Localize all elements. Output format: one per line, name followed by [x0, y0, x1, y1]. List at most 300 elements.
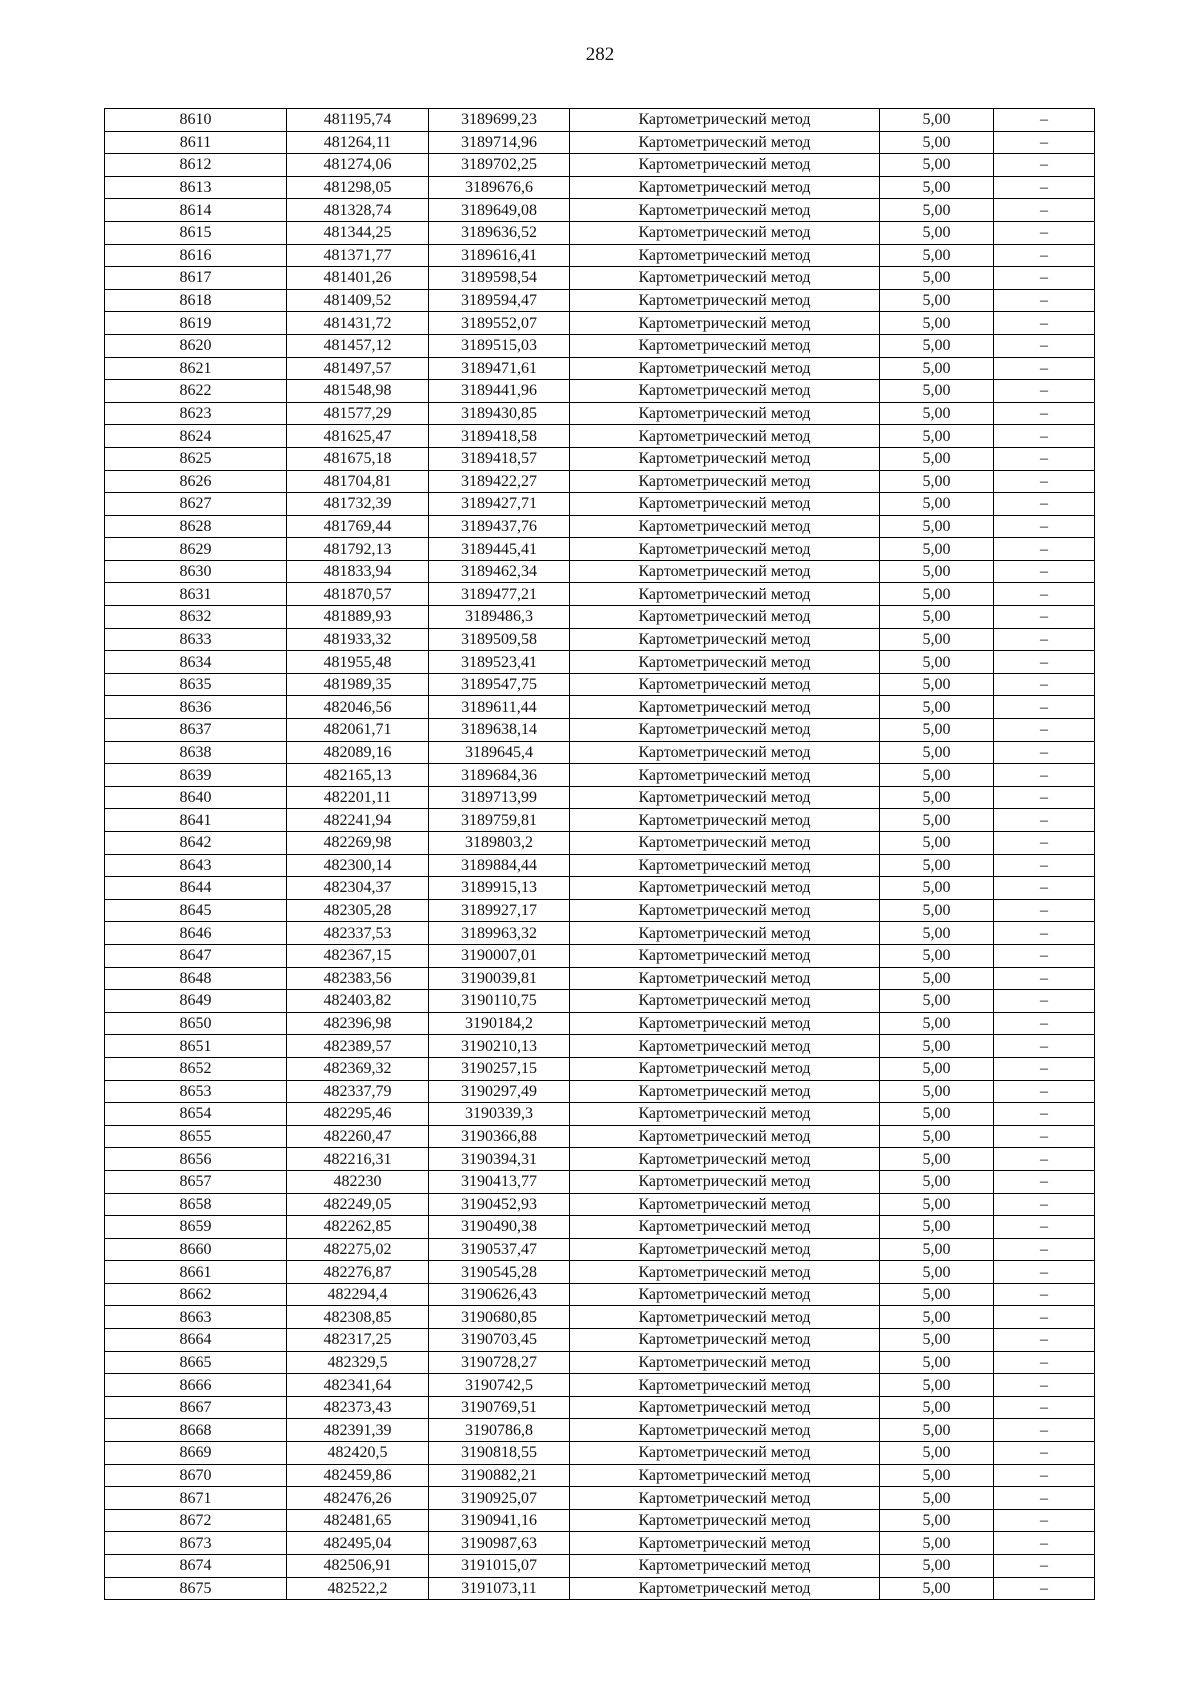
- x-coordinate-cell: 482269,98: [287, 832, 429, 855]
- accuracy-cell: 5,00: [880, 719, 994, 742]
- table-row: [105, 1329, 1095, 1352]
- point-number-cell: 8656: [105, 1148, 287, 1171]
- description-cell: –: [994, 1442, 1095, 1465]
- x-coordinate-cell: 481274,06: [287, 154, 429, 177]
- description-cell: –: [994, 990, 1095, 1013]
- method-cell: Картометрический метод: [570, 606, 880, 629]
- accuracy-cell: 5,00: [880, 1351, 994, 1374]
- table-row: [105, 719, 1095, 742]
- x-coordinate-cell: 482506,91: [287, 1555, 429, 1578]
- table-row: [105, 312, 1095, 335]
- description-cell: –: [994, 493, 1095, 516]
- y-coordinate-cell: 3189649,08: [429, 199, 570, 222]
- x-coordinate-cell: 481625,47: [287, 425, 429, 448]
- x-coordinate-cell: 482305,28: [287, 899, 429, 922]
- point-number-cell: 8655: [105, 1125, 287, 1148]
- accuracy-cell: 5,00: [880, 877, 994, 900]
- x-coordinate-cell: 482369,32: [287, 1057, 429, 1080]
- description-cell: –: [994, 1193, 1095, 1216]
- method-cell: Картометрический метод: [570, 764, 880, 787]
- accuracy-cell: 5,00: [880, 809, 994, 832]
- x-coordinate-cell: 482216,31: [287, 1148, 429, 1171]
- point-number-cell: 8644: [105, 877, 287, 900]
- x-coordinate-cell: 482294,4: [287, 1283, 429, 1306]
- y-coordinate-cell: 3189759,81: [429, 809, 570, 832]
- description-cell: –: [994, 1396, 1095, 1419]
- accuracy-cell: 5,00: [880, 1080, 994, 1103]
- table-row: [105, 1532, 1095, 1555]
- y-coordinate-cell: 3189441,96: [429, 380, 570, 403]
- accuracy-cell: 5,00: [880, 176, 994, 199]
- description-cell: –: [994, 267, 1095, 290]
- point-number-cell: 8664: [105, 1329, 287, 1352]
- x-coordinate-cell: 481989,35: [287, 673, 429, 696]
- point-number-cell: 8612: [105, 154, 287, 177]
- method-cell: Картометрический метод: [570, 854, 880, 877]
- method-cell: Картометрический метод: [570, 312, 880, 335]
- x-coordinate-cell: 481704,81: [287, 470, 429, 493]
- description-cell: –: [994, 560, 1095, 583]
- x-coordinate-cell: 481328,74: [287, 199, 429, 222]
- method-cell: Картометрический метод: [570, 447, 880, 470]
- y-coordinate-cell: 3189803,2: [429, 832, 570, 855]
- x-coordinate-cell: 482391,39: [287, 1419, 429, 1442]
- method-cell: Картометрический метод: [570, 199, 880, 222]
- point-number-cell: 8657: [105, 1170, 287, 1193]
- x-coordinate-cell: 481675,18: [287, 447, 429, 470]
- y-coordinate-cell: 3190769,51: [429, 1396, 570, 1419]
- description-cell: –: [994, 1012, 1095, 1035]
- method-cell: Картометрический метод: [570, 1012, 880, 1035]
- y-coordinate-cell: 3189713,99: [429, 786, 570, 809]
- table-row: [105, 1012, 1095, 1035]
- point-number-cell: 8634: [105, 651, 287, 674]
- point-number-cell: 8639: [105, 764, 287, 787]
- x-coordinate-cell: 481548,98: [287, 380, 429, 403]
- method-cell: Картометрический метод: [570, 1103, 880, 1126]
- table-row: [105, 267, 1095, 290]
- method-cell: Картометрический метод: [570, 967, 880, 990]
- description-cell: –: [994, 583, 1095, 606]
- description-cell: –: [994, 1238, 1095, 1261]
- accuracy-cell: 5,00: [880, 1532, 994, 1555]
- point-number-cell: 8637: [105, 719, 287, 742]
- method-cell: Картометрический метод: [570, 1306, 880, 1329]
- table-row: [105, 154, 1095, 177]
- point-number-cell: 8653: [105, 1080, 287, 1103]
- method-cell: Картометрический метод: [570, 1193, 880, 1216]
- y-coordinate-cell: 3190786,8: [429, 1419, 570, 1442]
- accuracy-cell: 5,00: [880, 1577, 994, 1600]
- description-cell: –: [994, 1080, 1095, 1103]
- point-number-cell: 8617: [105, 267, 287, 290]
- y-coordinate-cell: 3190925,07: [429, 1487, 570, 1510]
- description-cell: –: [994, 854, 1095, 877]
- x-coordinate-cell: 482295,46: [287, 1103, 429, 1126]
- accuracy-cell: 5,00: [880, 651, 994, 674]
- table-row: [105, 357, 1095, 380]
- method-cell: Картометрический метод: [570, 651, 880, 674]
- point-number-cell: 8659: [105, 1216, 287, 1239]
- point-number-cell: 8654: [105, 1103, 287, 1126]
- accuracy-cell: 5,00: [880, 380, 994, 403]
- method-cell: Картометрический метод: [570, 380, 880, 403]
- y-coordinate-cell: 3189676,6: [429, 176, 570, 199]
- point-number-cell: 8672: [105, 1509, 287, 1532]
- description-cell: –: [994, 1374, 1095, 1397]
- table-row: [105, 176, 1095, 199]
- description-cell: –: [994, 1103, 1095, 1126]
- accuracy-cell: 5,00: [880, 899, 994, 922]
- y-coordinate-cell: 3190413,77: [429, 1170, 570, 1193]
- table-row: [105, 131, 1095, 154]
- table-row: [105, 809, 1095, 832]
- table-row: [105, 990, 1095, 1013]
- description-cell: –: [994, 1148, 1095, 1171]
- table-row: [105, 1509, 1095, 1532]
- accuracy-cell: 5,00: [880, 493, 994, 516]
- table-row: [105, 538, 1095, 561]
- x-coordinate-cell: 482481,65: [287, 1509, 429, 1532]
- page-number: 282: [585, 44, 615, 65]
- y-coordinate-cell: 3189594,47: [429, 289, 570, 312]
- point-number-cell: 8674: [105, 1555, 287, 1578]
- description-cell: –: [994, 628, 1095, 651]
- y-coordinate-cell: 3190742,5: [429, 1374, 570, 1397]
- x-coordinate-cell: 481298,05: [287, 176, 429, 199]
- description-cell: –: [994, 741, 1095, 764]
- description-cell: –: [994, 809, 1095, 832]
- description-cell: –: [994, 1170, 1095, 1193]
- method-cell: Картометрический метод: [570, 1238, 880, 1261]
- y-coordinate-cell: 3189598,54: [429, 267, 570, 290]
- method-cell: Картометрический метод: [570, 1057, 880, 1080]
- description-cell: –: [994, 696, 1095, 719]
- method-cell: Картометрический метод: [570, 425, 880, 448]
- y-coordinate-cell: 3190490,38: [429, 1216, 570, 1239]
- table-row: [105, 1238, 1095, 1261]
- description-cell: –: [994, 109, 1095, 132]
- accuracy-cell: 5,00: [880, 334, 994, 357]
- x-coordinate-cell: 482495,04: [287, 1532, 429, 1555]
- x-coordinate-cell: 482276,87: [287, 1261, 429, 1284]
- description-cell: –: [994, 131, 1095, 154]
- method-cell: Картометрический метод: [570, 877, 880, 900]
- method-cell: Картометрический метод: [570, 560, 880, 583]
- y-coordinate-cell: 3189547,75: [429, 673, 570, 696]
- description-cell: –: [994, 425, 1095, 448]
- table-row: [105, 289, 1095, 312]
- table-row: [105, 854, 1095, 877]
- table-row: [105, 1125, 1095, 1148]
- method-cell: Картометрический метод: [570, 1555, 880, 1578]
- table-row: [105, 380, 1095, 403]
- table-row: [105, 1283, 1095, 1306]
- point-number-cell: 8640: [105, 786, 287, 809]
- table-row: [105, 1216, 1095, 1239]
- description-cell: –: [994, 922, 1095, 945]
- accuracy-cell: 5,00: [880, 1148, 994, 1171]
- method-cell: Картометрический метод: [570, 1170, 880, 1193]
- x-coordinate-cell: 481870,57: [287, 583, 429, 606]
- y-coordinate-cell: 3190703,45: [429, 1329, 570, 1352]
- y-coordinate-cell: 3190257,15: [429, 1057, 570, 1080]
- accuracy-cell: 5,00: [880, 1487, 994, 1510]
- table-row: [105, 560, 1095, 583]
- method-cell: Картометрический метод: [570, 402, 880, 425]
- method-cell: Картометрический метод: [570, 809, 880, 832]
- y-coordinate-cell: 3189471,61: [429, 357, 570, 380]
- x-coordinate-cell: 482341,64: [287, 1374, 429, 1397]
- accuracy-cell: 5,00: [880, 1419, 994, 1442]
- method-cell: Картометрический метод: [570, 944, 880, 967]
- table-row: [105, 696, 1095, 719]
- description-cell: –: [994, 199, 1095, 222]
- y-coordinate-cell: 3189418,58: [429, 425, 570, 448]
- method-cell: Картометрический метод: [570, 583, 880, 606]
- x-coordinate-cell: 482389,57: [287, 1035, 429, 1058]
- point-number-cell: 8615: [105, 221, 287, 244]
- point-number-cell: 8628: [105, 515, 287, 538]
- table-row: [105, 1419, 1095, 1442]
- table-row: [105, 1306, 1095, 1329]
- table-row: [105, 944, 1095, 967]
- table-row: [105, 1261, 1095, 1284]
- method-cell: Картометрический метод: [570, 357, 880, 380]
- y-coordinate-cell: 3190339,3: [429, 1103, 570, 1126]
- accuracy-cell: 5,00: [880, 944, 994, 967]
- accuracy-cell: 5,00: [880, 1170, 994, 1193]
- description-cell: –: [994, 1306, 1095, 1329]
- coordinates-table: [104, 108, 1095, 1600]
- accuracy-cell: 5,00: [880, 154, 994, 177]
- x-coordinate-cell: 482337,79: [287, 1080, 429, 1103]
- method-cell: Картометрический метод: [570, 673, 880, 696]
- y-coordinate-cell: 3189963,32: [429, 922, 570, 945]
- y-coordinate-cell: 3190680,85: [429, 1306, 570, 1329]
- table-row: [105, 1057, 1095, 1080]
- table-row: [105, 334, 1095, 357]
- y-coordinate-cell: 3190366,88: [429, 1125, 570, 1148]
- x-coordinate-cell: 481732,39: [287, 493, 429, 516]
- accuracy-cell: 5,00: [880, 1374, 994, 1397]
- x-coordinate-cell: 481371,77: [287, 244, 429, 267]
- point-number-cell: 8638: [105, 741, 287, 764]
- accuracy-cell: 5,00: [880, 1057, 994, 1080]
- method-cell: Картометрический метод: [570, 470, 880, 493]
- x-coordinate-cell: 482165,13: [287, 764, 429, 787]
- y-coordinate-cell: 3189552,07: [429, 312, 570, 335]
- point-number-cell: 8632: [105, 606, 287, 629]
- point-number-cell: 8623: [105, 402, 287, 425]
- point-number-cell: 8651: [105, 1035, 287, 1058]
- table-row: [105, 425, 1095, 448]
- point-number-cell: 8630: [105, 560, 287, 583]
- table-row: [105, 606, 1095, 629]
- method-cell: Картометрический метод: [570, 1261, 880, 1284]
- table-row: [105, 673, 1095, 696]
- y-coordinate-cell: 3190110,75: [429, 990, 570, 1013]
- table-row: [105, 493, 1095, 516]
- accuracy-cell: 5,00: [880, 786, 994, 809]
- method-cell: Картометрический метод: [570, 1487, 880, 1510]
- table-row: [105, 741, 1095, 764]
- y-coordinate-cell: 3189616,41: [429, 244, 570, 267]
- y-coordinate-cell: 3189462,34: [429, 560, 570, 583]
- table-row: [105, 1193, 1095, 1216]
- table-row: [105, 651, 1095, 674]
- description-cell: –: [994, 1216, 1095, 1239]
- method-cell: Картометрический метод: [570, 719, 880, 742]
- method-cell: Картометрический метод: [570, 1351, 880, 1374]
- description-cell: –: [994, 1261, 1095, 1284]
- method-cell: Картометрический метод: [570, 289, 880, 312]
- y-coordinate-cell: 3190941,16: [429, 1509, 570, 1532]
- y-coordinate-cell: 3189915,13: [429, 877, 570, 900]
- point-number-cell: 8636: [105, 696, 287, 719]
- y-coordinate-cell: 3189884,44: [429, 854, 570, 877]
- table-body: [105, 109, 1095, 1600]
- description-cell: –: [994, 221, 1095, 244]
- accuracy-cell: 5,00: [880, 1442, 994, 1465]
- x-coordinate-cell: 481409,52: [287, 289, 429, 312]
- point-number-cell: 8661: [105, 1261, 287, 1284]
- method-cell: Картометрический метод: [570, 1080, 880, 1103]
- x-coordinate-cell: 481955,48: [287, 651, 429, 674]
- method-cell: Картометрический метод: [570, 741, 880, 764]
- x-coordinate-cell: 482201,11: [287, 786, 429, 809]
- y-coordinate-cell: 3190728,27: [429, 1351, 570, 1374]
- method-cell: Картометрический метод: [570, 1216, 880, 1239]
- accuracy-cell: 5,00: [880, 1329, 994, 1352]
- accuracy-cell: 5,00: [880, 832, 994, 855]
- description-cell: –: [994, 402, 1095, 425]
- method-cell: Картометрический метод: [570, 1329, 880, 1352]
- point-number-cell: 8663: [105, 1306, 287, 1329]
- x-coordinate-cell: 481889,93: [287, 606, 429, 629]
- accuracy-cell: 5,00: [880, 696, 994, 719]
- x-coordinate-cell: 481195,74: [287, 109, 429, 132]
- point-number-cell: 8610: [105, 109, 287, 132]
- description-cell: –: [994, 899, 1095, 922]
- accuracy-cell: 5,00: [880, 221, 994, 244]
- table-row: [105, 1080, 1095, 1103]
- description-cell: –: [994, 1555, 1095, 1578]
- y-coordinate-cell: 3190452,93: [429, 1193, 570, 1216]
- description-cell: –: [994, 1125, 1095, 1148]
- point-number-cell: 8643: [105, 854, 287, 877]
- accuracy-cell: 5,00: [880, 1555, 994, 1578]
- accuracy-cell: 5,00: [880, 1238, 994, 1261]
- y-coordinate-cell: 3189486,3: [429, 606, 570, 629]
- point-number-cell: 8635: [105, 673, 287, 696]
- point-number-cell: 8647: [105, 944, 287, 967]
- method-cell: Картометрический метод: [570, 1509, 880, 1532]
- table-row: [105, 109, 1095, 132]
- description-cell: –: [994, 380, 1095, 403]
- y-coordinate-cell: 3189523,41: [429, 651, 570, 674]
- accuracy-cell: 5,00: [880, 357, 994, 380]
- description-cell: –: [994, 877, 1095, 900]
- description-cell: –: [994, 447, 1095, 470]
- x-coordinate-cell: 482522,2: [287, 1577, 429, 1600]
- accuracy-cell: 5,00: [880, 312, 994, 335]
- point-number-cell: 8629: [105, 538, 287, 561]
- accuracy-cell: 5,00: [880, 447, 994, 470]
- table-row: [105, 786, 1095, 809]
- accuracy-cell: 5,00: [880, 425, 994, 448]
- point-number-cell: 8619: [105, 312, 287, 335]
- x-coordinate-cell: 482373,43: [287, 1396, 429, 1419]
- y-coordinate-cell: 3190394,31: [429, 1148, 570, 1171]
- y-coordinate-cell: 3191015,07: [429, 1555, 570, 1578]
- point-number-cell: 8673: [105, 1532, 287, 1555]
- table-row: [105, 1442, 1095, 1465]
- description-cell: –: [994, 176, 1095, 199]
- table-row: [105, 877, 1095, 900]
- point-number-cell: 8671: [105, 1487, 287, 1510]
- y-coordinate-cell: 3189927,17: [429, 899, 570, 922]
- x-coordinate-cell: 482396,98: [287, 1012, 429, 1035]
- accuracy-cell: 5,00: [880, 922, 994, 945]
- accuracy-cell: 5,00: [880, 402, 994, 425]
- table-row: [105, 1035, 1095, 1058]
- method-cell: Картометрический метод: [570, 990, 880, 1013]
- description-cell: –: [994, 470, 1095, 493]
- point-number-cell: 8631: [105, 583, 287, 606]
- x-coordinate-cell: 482459,86: [287, 1464, 429, 1487]
- y-coordinate-cell: 3190210,13: [429, 1035, 570, 1058]
- method-cell: Картометрический метод: [570, 1577, 880, 1600]
- y-coordinate-cell: 3189699,23: [429, 109, 570, 132]
- method-cell: Картометрический метод: [570, 1464, 880, 1487]
- description-cell: –: [994, 1351, 1095, 1374]
- description-cell: –: [994, 312, 1095, 335]
- description-cell: –: [994, 289, 1095, 312]
- method-cell: Картометрический метод: [570, 515, 880, 538]
- point-number-cell: 8669: [105, 1442, 287, 1465]
- y-coordinate-cell: 3189509,58: [429, 628, 570, 651]
- point-number-cell: 8641: [105, 809, 287, 832]
- y-coordinate-cell: 3189645,4: [429, 741, 570, 764]
- accuracy-cell: 5,00: [880, 741, 994, 764]
- method-cell: Картометрический метод: [570, 786, 880, 809]
- y-coordinate-cell: 3189418,57: [429, 447, 570, 470]
- x-coordinate-cell: 481933,32: [287, 628, 429, 651]
- y-coordinate-cell: 3190818,55: [429, 1442, 570, 1465]
- y-coordinate-cell: 3189638,14: [429, 719, 570, 742]
- description-cell: –: [994, 515, 1095, 538]
- x-coordinate-cell: 482262,85: [287, 1216, 429, 1239]
- description-cell: –: [994, 967, 1095, 990]
- table-row: [105, 1487, 1095, 1510]
- table-row: [105, 447, 1095, 470]
- point-number-cell: 8620: [105, 334, 287, 357]
- accuracy-cell: 5,00: [880, 109, 994, 132]
- point-number-cell: 8614: [105, 199, 287, 222]
- description-cell: –: [994, 1464, 1095, 1487]
- point-number-cell: 8667: [105, 1396, 287, 1419]
- accuracy-cell: 5,00: [880, 1035, 994, 1058]
- x-coordinate-cell: 482317,25: [287, 1329, 429, 1352]
- method-cell: Картометрический метод: [570, 1374, 880, 1397]
- accuracy-cell: 5,00: [880, 1193, 994, 1216]
- method-cell: Картометрический метод: [570, 1283, 880, 1306]
- x-coordinate-cell: 482383,56: [287, 967, 429, 990]
- point-number-cell: 8666: [105, 1374, 287, 1397]
- description-cell: –: [994, 538, 1095, 561]
- y-coordinate-cell: 3189445,41: [429, 538, 570, 561]
